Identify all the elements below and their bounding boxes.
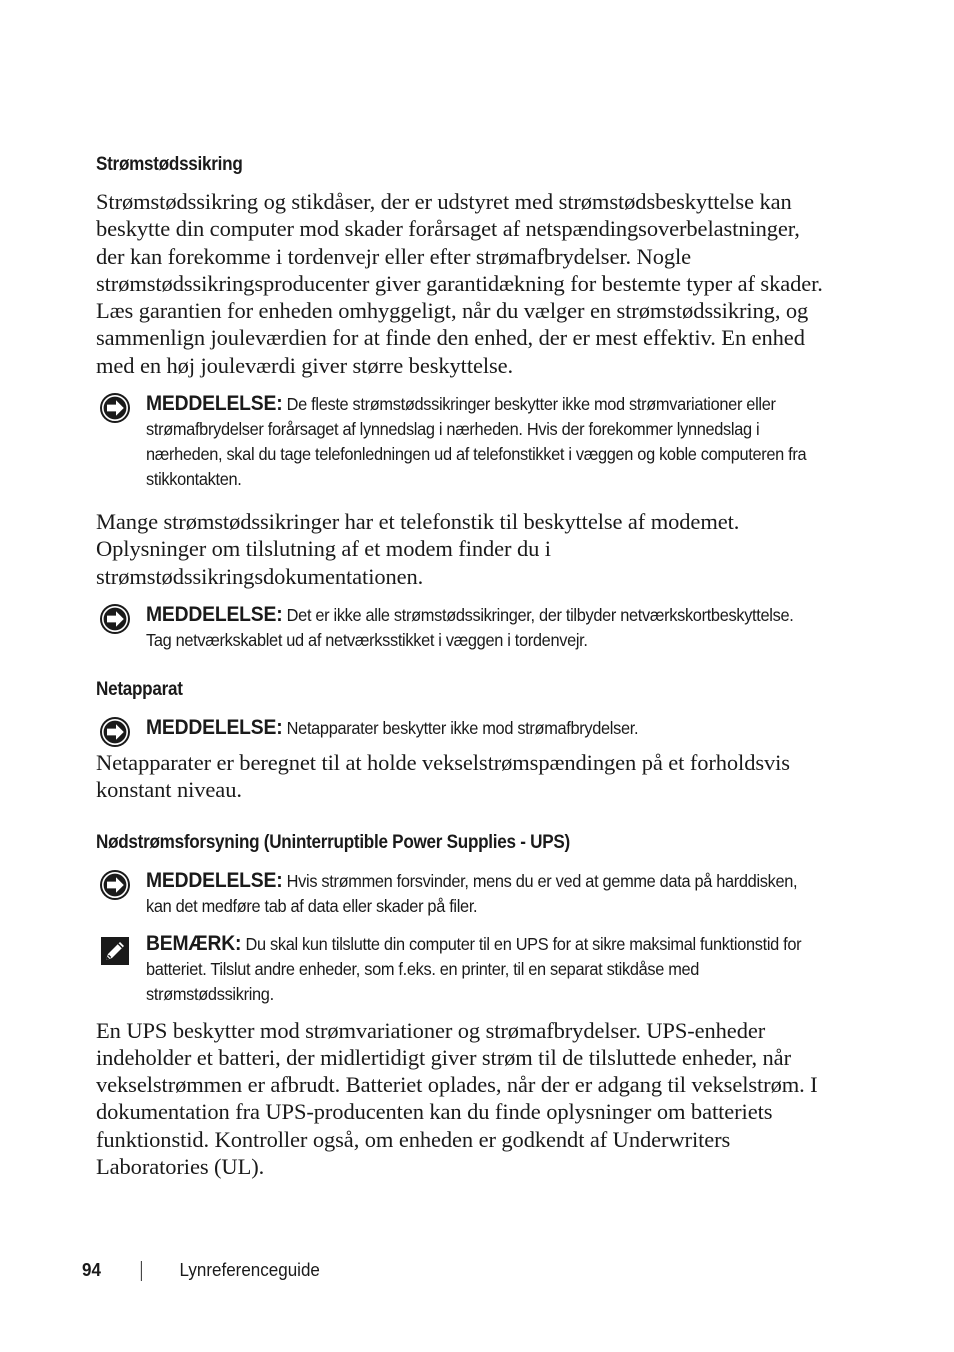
notice-body: De fleste strømstødssikringer beskytter ikke mod strømvariationer eller strømafbrydelser forårsaget af lynnedslag i nærheden. Hvis der forekommer lynnedslag i nærheden, skal du tage telefonledningen ud af telefonstikket i væggen og koble computeren fra stikkontakten. — [146, 394, 807, 490]
notice-text — [146, 715, 818, 741]
notice-text — [146, 391, 818, 492]
line-conditioner-paragraph: Netapparater er beregnet til at holde vekselstrømspændingen på et forholdsvis konstant niveau. — [96, 749, 790, 803]
notice-label: MEDDELELSE: — [146, 602, 283, 626]
note-block — [96, 931, 826, 1007]
notice-body: Det er ikke alle strømstødssikringer, der tilbyder netværkskortbeskyttelse. Tag netværkskablet ud af netværksstikket i væggen i tordenvejr. — [146, 604, 794, 650]
page-content — [96, 152, 826, 1192]
page-number: 94 — [82, 1259, 101, 1280]
note-text — [146, 931, 818, 1007]
notice-icon — [99, 869, 131, 901]
footer-divider — [141, 1261, 142, 1281]
notice-icon — [99, 392, 131, 424]
guide-title: Lynreferenceguide — [179, 1259, 320, 1280]
surge-paragraph-2: Mange strømstødssikringer har et telefonstik til beskyttelse af modemet. Oplysninger om tilslutning af et modem finder du i strømstødssikringsdokumentationen. — [96, 509, 740, 589]
section-heading-surge-protector: Strømstødssikring — [96, 154, 243, 175]
note-label: BEMÆRK: — [146, 931, 242, 955]
ups-paragraph: En UPS beskytter mod strømvariationer og strømafbrydelser. UPS-enheder indeholder et batteri, der midlertidigt giver strøm til de tilsluttede enheder, når vekselstrømmen er afbrudt. Batteriet oplades, når der er adgang til vekselstrøm. I dokumentation fra UPS-producenten kan du finde oplysninger om batteriets funktionstid. Kontroller også, om enheden er godkendt af Underwriters Laboratories (UL). — [96, 1017, 818, 1180]
note-body: Du skal kun tilslutte din computer til en UPS for at sikre maksimal funktionstid for batteriet. Tilslut andre enheder, som f.eks. en printer, til en separat stikdåse med strømstødssikring. — [146, 933, 802, 1004]
notice-icon — [99, 716, 131, 748]
notice-icon — [99, 603, 131, 635]
notice-body: Netapparater beskytter ikke mod strømafbrydelser. — [282, 717, 639, 738]
notice-text — [146, 602, 818, 653]
notice-block — [96, 715, 826, 741]
section-heading-line-conditioner: Netapparat — [96, 678, 183, 700]
section-heading-ups: Nødstrømsforsyning (Uninterruptible Power Supplies - UPS) — [96, 831, 570, 853]
notice-label: MEDDELELSE: — [146, 392, 283, 416]
notice-label: MEDDELELSE: — [146, 715, 283, 739]
notice-label: MEDDELELSE: — [146, 868, 283, 892]
notice-text — [146, 868, 818, 919]
notice-body: Hvis strømmen forsvinder, mens du er ved at gemme data på harddisken, kan det medføre tab af data eller skader på filer. — [146, 870, 798, 916]
notice-block — [96, 602, 826, 653]
notice-block — [96, 868, 826, 919]
page-footer — [82, 1256, 320, 1284]
note-pencil-icon — [99, 935, 131, 967]
notice-block — [96, 391, 826, 492]
surge-paragraph-1: Strømstødssikring og stikdåser, der er udstyret med strømstødsbeskyttelse kan beskytte din computer mod skader forårsaget af netspændingsoverbelastninger, der kan forekomme i tordenvejr eller efter strømafbrydelser. Nogle strømstødssikringsproducenter giver garantidækning for bestemte typer af skader. Læs garantien for enheden omhyggeligt, når du vælger en strømstødssikring, og sammenlign jouleværdien for at finde den enhed, der er mest effektiv. En enhed med en høj jouleværdi giver større beskyttelse. — [96, 189, 823, 378]
